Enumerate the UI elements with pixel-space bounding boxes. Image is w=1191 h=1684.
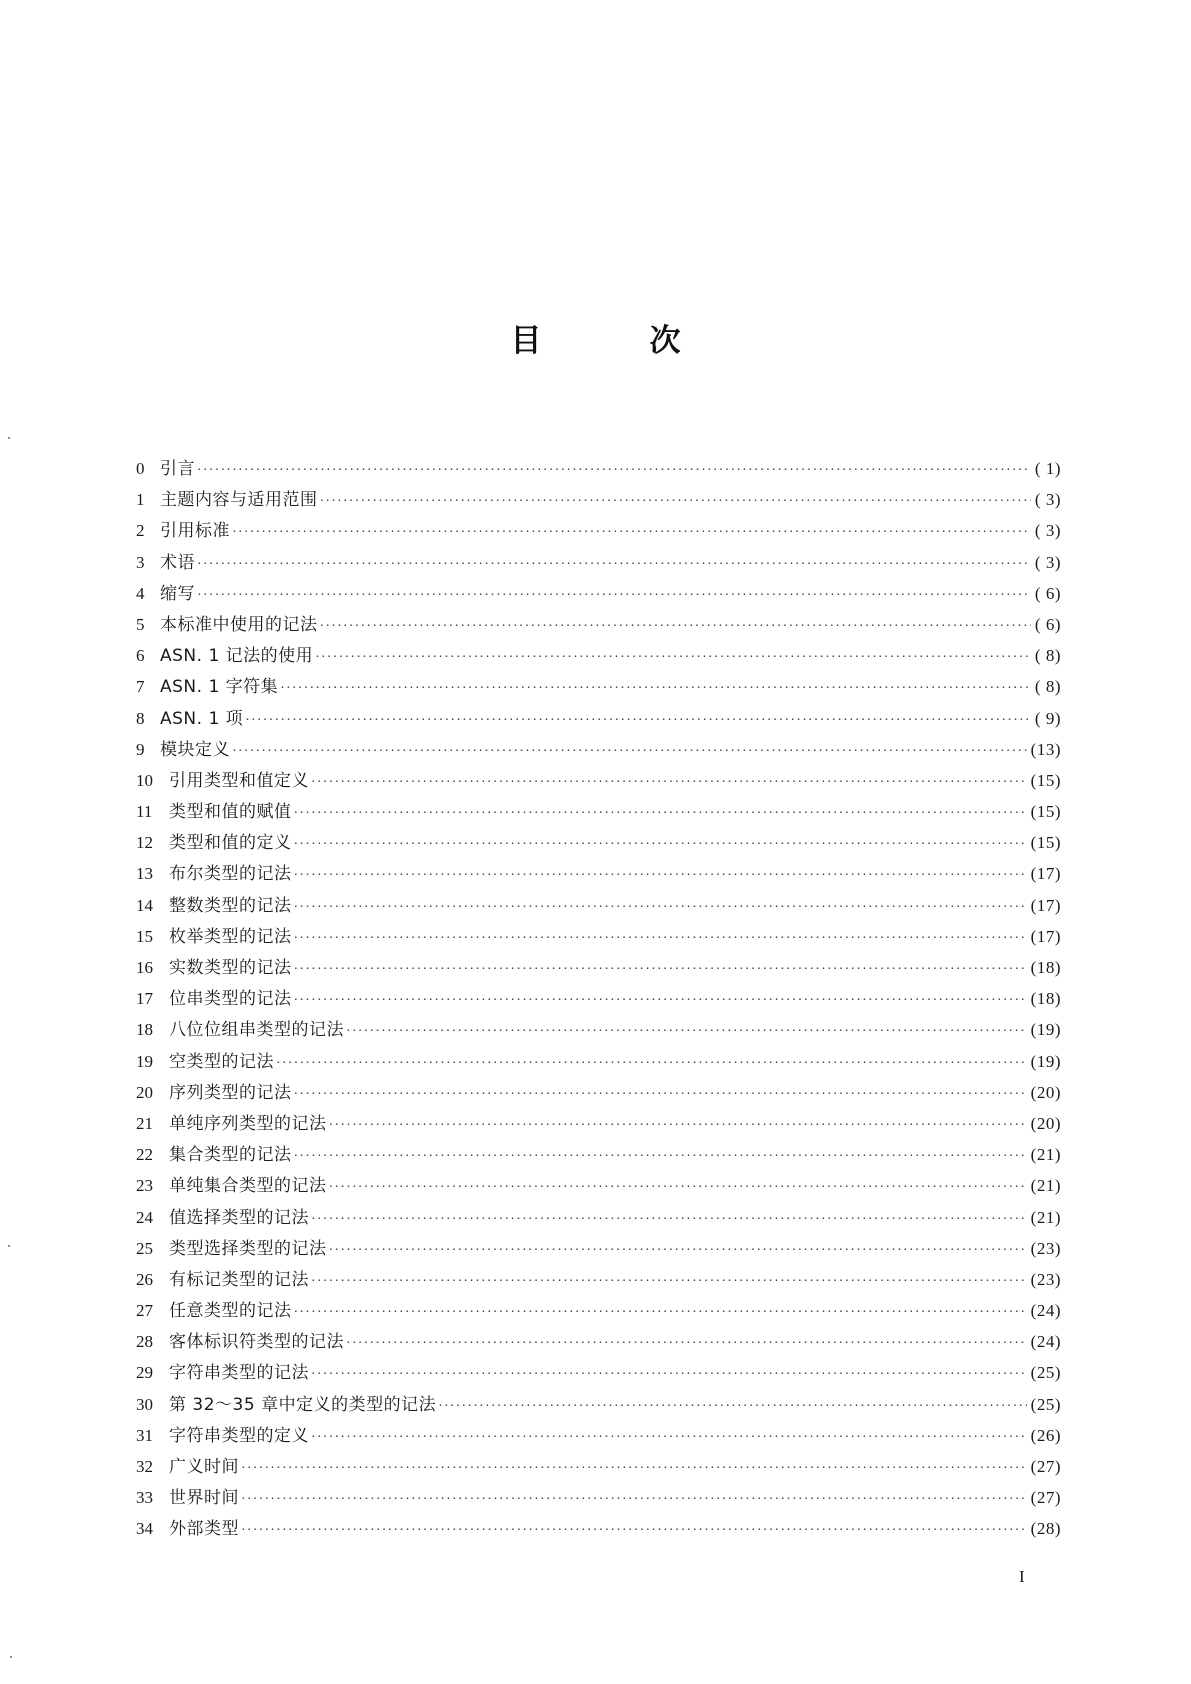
toc-leader-dots [320, 611, 1031, 642]
toc-page-number: (20) [1030, 1082, 1061, 1102]
toc-page-number: ( 6) [1034, 583, 1061, 603]
toc-row[interactable] [136, 1046, 1061, 1077]
scan-speck [10, 1656, 12, 1658]
toc-section-title: 八位位组串类型的记法 [169, 1020, 344, 1041]
toc-section-title: 主题内容与适用范围 [160, 490, 318, 511]
toc-section-title: 空类型的记法 [169, 1051, 274, 1072]
toc-section-number: 25 [136, 1238, 153, 1258]
toc-page-number: (18) [1030, 958, 1061, 977]
toc-leader-dots [294, 829, 1027, 860]
toc-section-number: 17 [136, 989, 153, 1009]
toc-page-number: (15) [1030, 833, 1061, 853]
toc-page-number: (15) [1030, 770, 1061, 790]
toc-page-number: (17) [1030, 926, 1061, 946]
toc-row[interactable] [136, 1357, 1061, 1388]
toc-section-number: 7 [136, 677, 145, 697]
toc-section-number: 22 [136, 1145, 153, 1165]
toc-leader-dots [315, 642, 1031, 673]
toc-row[interactable] [136, 703, 1061, 734]
toc-page-number: ( 8) [1034, 677, 1061, 697]
toc-leader-dots [232, 736, 1027, 767]
toc-section-title: 字符串类型的定义 [169, 1425, 309, 1446]
toc-section-title: 引用标准 [160, 521, 230, 542]
toc-page-number: ( 1) [1034, 459, 1061, 478]
toc-leader-dots [311, 1266, 1027, 1297]
toc-row[interactable] [136, 858, 1061, 889]
toc-section-title: 第 32～35 章中定义的类型的记法 [169, 1394, 437, 1415]
toc-section-number: 29 [136, 1363, 153, 1383]
toc-leader-dots [232, 517, 1031, 548]
toc-row[interactable] [136, 1420, 1061, 1451]
toc-section-title: 整数类型的记法 [169, 895, 292, 916]
toc-section-number: 4 [136, 583, 145, 603]
toc-page-number: (28) [1030, 1519, 1061, 1539]
toc-section-number: 23 [136, 1176, 153, 1196]
toc-leader-dots [294, 892, 1027, 923]
toc-row[interactable] [136, 1264, 1061, 1295]
toc-section-number: 19 [136, 1051, 153, 1071]
toc-section-number: 12 [136, 833, 153, 853]
toc-section-title: 客体标识符类型的记法 [169, 1332, 344, 1353]
toc-page-number: ( 6) [1034, 614, 1061, 634]
scan-speck [8, 1245, 10, 1247]
toc-section-title: 任意类型的记法 [169, 1301, 292, 1322]
toc-row[interactable] [136, 952, 1061, 983]
toc-section-number: 11 [136, 802, 153, 822]
page-title-char-1: 目 [510, 323, 542, 359]
toc-row[interactable] [136, 796, 1061, 827]
toc-leader-dots [280, 673, 1031, 704]
toc-page-number: (27) [1030, 1457, 1061, 1476]
toc-section-number: 9 [136, 739, 145, 759]
toc-page-number: (13) [1030, 739, 1061, 759]
toc-section-title: 引言 [160, 459, 195, 479]
toc-page-number: (18) [1030, 989, 1061, 1009]
toc-section-number: 34 [136, 1519, 153, 1539]
scan-speck [8, 437, 10, 439]
toc-row[interactable] [136, 671, 1061, 702]
toc-section-number: 15 [136, 926, 153, 946]
toc-leader-dots [294, 985, 1027, 1016]
toc-section-title: ASN. 1 字符集 [160, 677, 279, 698]
toc-section-title: 枚举类型的记法 [169, 926, 292, 947]
toc-row[interactable] [136, 734, 1061, 765]
page-title [0, 315, 1191, 360]
toc-row[interactable] [136, 1233, 1061, 1264]
toc-row[interactable] [136, 578, 1061, 609]
toc-section-number: 1 [136, 490, 145, 510]
toc-section-number: 31 [136, 1425, 153, 1445]
toc-page-number: ( 3) [1034, 490, 1061, 510]
toc-row[interactable] [136, 1108, 1061, 1139]
toc-leader-dots [197, 549, 1031, 580]
toc-section-number: 3 [136, 552, 145, 572]
toc-section-title: ASN. 1 记法的使用 [160, 646, 314, 667]
toc-row[interactable] [136, 640, 1061, 671]
toc-leader-dots [311, 1204, 1027, 1235]
toc-row[interactable] [136, 1077, 1061, 1108]
toc-row[interactable] [136, 765, 1061, 796]
toc-section-number: 20 [136, 1082, 153, 1102]
toc-row[interactable] [136, 921, 1061, 952]
toc-section-number: 14 [136, 895, 153, 915]
table-of-contents [136, 453, 1061, 1545]
toc-section-title: 有标记类型的记法 [169, 1269, 309, 1290]
toc-section-title: 序列类型的记法 [169, 1082, 292, 1103]
toc-page-number: (15) [1030, 802, 1061, 822]
toc-section-title: 本标准中使用的记法 [160, 614, 318, 635]
toc-row[interactable] [136, 609, 1061, 640]
toc-section-number: 32 [136, 1457, 153, 1476]
toc-row[interactable] [136, 1326, 1061, 1357]
toc-leader-dots [320, 486, 1031, 517]
toc-page-number: (27) [1030, 1488, 1061, 1508]
toc-page-number: (17) [1030, 864, 1061, 884]
toc-section-number: 8 [136, 708, 145, 728]
toc-page-number: (19) [1030, 1051, 1061, 1071]
toc-section-title: 术语 [160, 552, 195, 573]
toc-page-number: (21) [1030, 1145, 1061, 1165]
toc-section-number: 10 [136, 770, 153, 790]
toc-leader-dots [294, 860, 1027, 891]
toc-row[interactable] [136, 1202, 1061, 1233]
toc-section-title: 外部类型 [169, 1519, 239, 1540]
toc-leader-dots [329, 1110, 1027, 1141]
toc-leader-dots [346, 1016, 1027, 1047]
toc-section-title: 世界时间 [169, 1488, 239, 1509]
toc-page-number: ( 3) [1034, 521, 1061, 541]
toc-section-number: 0 [136, 459, 145, 478]
toc-section-title: 类型选择类型的记法 [169, 1238, 327, 1259]
toc-section-title: 广义时间 [169, 1457, 239, 1477]
toc-page-number: (23) [1030, 1269, 1061, 1289]
toc-page-number: (20) [1030, 1113, 1061, 1133]
toc-row[interactable] [136, 1451, 1061, 1482]
toc-leader-dots [346, 1328, 1027, 1359]
toc-section-title: ASN. 1 项 [160, 708, 244, 729]
toc-row[interactable] [136, 1513, 1061, 1544]
toc-row[interactable] [136, 890, 1061, 921]
toc-leader-dots [294, 923, 1027, 954]
toc-section-number: 6 [136, 646, 145, 666]
toc-leader-dots [311, 767, 1027, 798]
toc-section-title: 类型和值的定义 [169, 833, 292, 854]
toc-leader-dots [197, 580, 1031, 611]
toc-leader-dots [241, 1453, 1027, 1484]
toc-row[interactable] [136, 547, 1061, 578]
toc-section-title: 集合类型的记法 [169, 1145, 292, 1166]
toc-page-number: (23) [1030, 1238, 1061, 1258]
toc-leader-dots [294, 1079, 1027, 1110]
toc-section-number: 27 [136, 1301, 153, 1321]
toc-section-title: 缩写 [160, 583, 195, 604]
page-folio-number: I [1019, 1567, 1025, 1586]
toc-row[interactable] [136, 1014, 1061, 1045]
toc-section-number: 24 [136, 1207, 153, 1227]
toc-page-number: (25) [1030, 1363, 1061, 1383]
toc-section-title: 类型和值的赋值 [169, 802, 292, 823]
toc-section-number: 33 [136, 1488, 153, 1508]
toc-leader-dots [276, 1048, 1027, 1079]
toc-row[interactable] [136, 1170, 1061, 1201]
toc-leader-dots [294, 798, 1027, 829]
toc-section-number: 5 [136, 614, 145, 634]
toc-section-title: 实数类型的记法 [169, 958, 292, 978]
toc-leader-dots [311, 1422, 1027, 1453]
toc-page-number: (21) [1030, 1207, 1061, 1227]
toc-leader-dots [197, 455, 1031, 486]
toc-section-number: 30 [136, 1394, 153, 1414]
toc-row[interactable] [136, 827, 1061, 858]
toc-row[interactable] [136, 515, 1061, 546]
toc-section-title: 位串类型的记法 [169, 989, 292, 1010]
toc-page-number: ( 9) [1034, 708, 1061, 728]
toc-section-number: 18 [136, 1020, 153, 1040]
toc-page-number: (24) [1030, 1301, 1061, 1321]
toc-row[interactable] [136, 1139, 1061, 1170]
toc-page-number: (21) [1030, 1176, 1061, 1196]
toc-section-title: 引用类型和值定义 [169, 770, 309, 791]
toc-leader-dots [241, 1484, 1027, 1515]
toc-leader-dots [329, 1172, 1027, 1203]
toc-row[interactable] [136, 983, 1061, 1014]
toc-leader-dots [245, 705, 1031, 736]
toc-leader-dots [311, 1359, 1027, 1390]
toc-section-number: 26 [136, 1269, 153, 1289]
toc-leader-dots [438, 1391, 1027, 1422]
toc-leader-dots [294, 1297, 1027, 1328]
toc-section-title: 字符串类型的记法 [169, 1363, 309, 1384]
toc-section-number: 21 [136, 1113, 153, 1133]
toc-section-title: 值选择类型的记法 [169, 1207, 309, 1228]
toc-row[interactable] [136, 1295, 1061, 1326]
toc-leader-dots [329, 1235, 1027, 1266]
toc-page-number: (26) [1030, 1425, 1061, 1445]
toc-page-number: ( 8) [1034, 646, 1061, 666]
toc-leader-dots [241, 1515, 1027, 1546]
toc-page-number: ( 3) [1034, 552, 1061, 572]
toc-leader-dots [294, 954, 1027, 985]
toc-page-number: (25) [1030, 1394, 1061, 1414]
toc-section-title: 单纯序列类型的记法 [169, 1113, 327, 1134]
toc-section-number: 16 [136, 958, 153, 977]
toc-section-title: 模块定义 [160, 739, 230, 760]
toc-section-title: 单纯集合类型的记法 [169, 1176, 327, 1197]
toc-section-number: 13 [136, 864, 153, 884]
toc-section-number: 28 [136, 1332, 153, 1352]
toc-row[interactable] [136, 453, 1061, 484]
toc-row[interactable] [136, 484, 1061, 515]
toc-row[interactable] [136, 1389, 1061, 1420]
toc-page-number: (17) [1030, 895, 1061, 915]
toc-page-number: (24) [1030, 1332, 1061, 1352]
page-title-char-2: 次 [649, 323, 681, 359]
toc-page-number: (19) [1030, 1020, 1061, 1040]
toc-section-number: 2 [136, 521, 145, 541]
toc-leader-dots [294, 1141, 1027, 1172]
toc-section-title: 布尔类型的记法 [169, 864, 292, 885]
toc-row[interactable] [136, 1482, 1061, 1513]
